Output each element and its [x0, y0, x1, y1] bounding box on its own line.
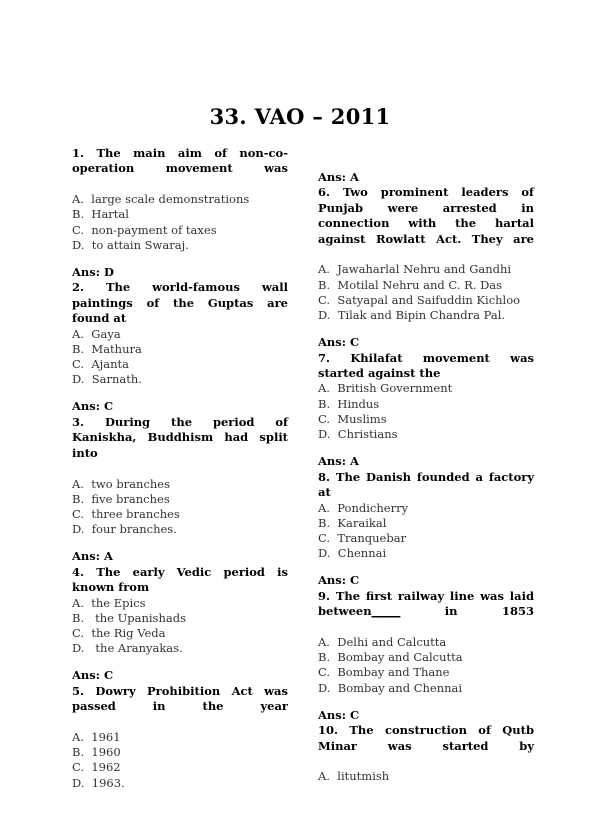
- option-text: Motilal Nehru and C. R. Das: [337, 277, 503, 292]
- question-number: 5.: [72, 683, 96, 698]
- option-text: Bombay and Calcutta: [337, 650, 463, 665]
- option-item[interactable]: [318, 516, 534, 531]
- option-label: B.: [318, 515, 338, 530]
- option-text: Chennai: [337, 546, 387, 561]
- option-label: D.: [72, 237, 92, 252]
- option-label: A.: [318, 634, 338, 649]
- question-text: [72, 565, 288, 596]
- option-label: D.: [318, 680, 338, 695]
- question-text-body: Two prominent leaders of Punjab were arrested in connection with the hartal against Rowlatt Act. They are: [318, 185, 534, 246]
- question-text-body: Dowry Prohibition Act was passed in the year: [72, 683, 288, 714]
- option-text: non-payment of taxes: [91, 222, 217, 237]
- option-text: three branches: [91, 506, 180, 521]
- question-text-part: in 1853: [400, 604, 534, 619]
- option-item[interactable]: [318, 278, 534, 293]
- option-item[interactable]: [318, 531, 534, 546]
- option-item[interactable]: [318, 427, 534, 442]
- question-text-part: The first railway line was laid between: [318, 588, 534, 619]
- option-item[interactable]: [72, 745, 288, 760]
- option-list: [318, 501, 534, 562]
- option-text: Ajanta: [91, 357, 129, 372]
- question-number: 3.: [72, 414, 105, 429]
- question-text: [318, 723, 534, 769]
- option-label: B.: [72, 745, 92, 760]
- option-list: [318, 769, 534, 784]
- option-text: Karaikal: [337, 515, 387, 530]
- question-number: 8.: [318, 469, 336, 484]
- option-item[interactable]: [72, 596, 288, 611]
- answer-line: Ans: C: [318, 335, 360, 350]
- option-label: A.: [72, 476, 92, 491]
- option-text: Hindus: [337, 396, 380, 411]
- option-text: 1960: [91, 745, 121, 760]
- option-label: D.: [72, 372, 92, 387]
- option-text: four branches.: [91, 522, 177, 537]
- option-item[interactable]: [72, 238, 288, 253]
- option-label: D.: [72, 522, 92, 537]
- option-item[interactable]: [318, 412, 534, 427]
- option-text: two branches: [91, 476, 171, 491]
- option-item[interactable]: [318, 681, 534, 696]
- option-label: A.: [318, 769, 338, 784]
- option-text: Gaya: [91, 326, 121, 341]
- option-text: Pondicherry: [337, 500, 409, 515]
- question-text-body: The early Vedic period is known from: [72, 564, 288, 595]
- question-text-body: During the period of Kaniskha, Buddhism had split into: [72, 414, 288, 460]
- question-number: 1.: [72, 146, 97, 160]
- option-label: A.: [72, 192, 92, 207]
- option-text: five branches: [91, 491, 170, 506]
- option-list: [318, 262, 534, 323]
- question-text-body: The Danish founded a factory at: [318, 469, 534, 500]
- option-list: [318, 635, 534, 696]
- question-block: [72, 684, 288, 791]
- option-label: D.: [318, 427, 338, 442]
- option-label: B.: [72, 341, 92, 356]
- question-text: [72, 280, 288, 326]
- option-item[interactable]: [72, 372, 288, 387]
- block-spacer: [318, 323, 534, 335]
- option-item[interactable]: [72, 522, 288, 537]
- question-number: 6.: [318, 185, 343, 200]
- question-text-body: The construction of Qutb Minar was started by: [318, 723, 534, 753]
- option-text: to attain Swaraj.: [91, 237, 189, 252]
- option-label: C.: [72, 357, 92, 372]
- option-item[interactable]: [72, 342, 288, 357]
- option-label: B.: [72, 610, 92, 625]
- option-label: C.: [72, 506, 92, 521]
- option-text: Bombay and Thane: [337, 665, 450, 680]
- option-label: B.: [318, 277, 338, 292]
- option-item[interactable]: [72, 641, 288, 656]
- option-label: B.: [318, 396, 338, 411]
- option-text: litutmish: [337, 769, 390, 784]
- answer-line: Ans: C: [72, 668, 114, 683]
- option-item[interactable]: [72, 507, 288, 522]
- option-item[interactable]: [72, 327, 288, 342]
- question-number: 9.: [318, 588, 336, 603]
- option-item[interactable]: [318, 650, 534, 665]
- option-item[interactable]: [72, 776, 288, 791]
- block-spacer: [72, 387, 288, 399]
- option-text: 1962: [91, 760, 121, 775]
- question-text: [318, 185, 534, 262]
- block-spacer: [72, 537, 288, 549]
- option-label: D.: [72, 775, 92, 790]
- question-block: [318, 170, 534, 351]
- option-item[interactable]: [318, 635, 534, 650]
- question-text: [318, 589, 534, 635]
- option-item[interactable]: [72, 611, 288, 626]
- option-text: 1963.: [91, 775, 125, 790]
- option-label: D.: [72, 641, 92, 656]
- question-number: 4.: [72, 564, 97, 579]
- option-text: Jawaharlal Nehru and Gandhi: [337, 262, 512, 277]
- option-item[interactable]: [72, 223, 288, 238]
- option-list: [72, 730, 288, 791]
- answer-line: Ans: C: [72, 399, 114, 414]
- block-spacer: [318, 696, 534, 708]
- option-text: the Rig Veda: [91, 625, 166, 640]
- option-text: British Government: [337, 381, 453, 396]
- option-item[interactable]: [72, 492, 288, 507]
- left-column: [72, 146, 288, 791]
- question-text-body: The world-famous wall paintings of the Guptas are found at: [72, 280, 288, 326]
- option-label: C.: [72, 760, 92, 775]
- question-number: 2.: [72, 280, 106, 295]
- option-text: Hartal: [91, 207, 129, 222]
- fill-in-blank: _____: [371, 604, 401, 619]
- page-title: 33. VAO – 2011: [209, 104, 391, 129]
- question-text-body: The main aim of non-co-operation movement was: [72, 146, 288, 176]
- option-item[interactable]: [318, 293, 534, 308]
- option-text: 1961: [91, 729, 121, 744]
- option-text: Mathura: [91, 341, 142, 356]
- option-label: C.: [72, 222, 92, 237]
- question-block: [318, 723, 534, 784]
- option-list: [72, 596, 288, 657]
- option-item[interactable]: [318, 769, 534, 784]
- block-spacer: [72, 253, 288, 265]
- option-label: A.: [318, 381, 338, 396]
- question-number: 7.: [318, 350, 351, 365]
- question-text: [72, 415, 288, 477]
- option-text: large scale demonstrations: [91, 192, 250, 207]
- option-item[interactable]: [72, 192, 288, 207]
- question-text: [72, 684, 288, 730]
- option-label: D.: [318, 308, 338, 323]
- question-block: [72, 146, 288, 280]
- option-text: Delhi and Calcutta: [337, 634, 447, 649]
- option-text: Satyapal and Saifuddin Kichloo: [337, 292, 521, 307]
- option-text: Tranquebar: [337, 530, 407, 545]
- option-label: A.: [72, 595, 92, 610]
- option-item[interactable]: [318, 262, 534, 277]
- question-text-body: Khilafat movement was started against the: [318, 350, 534, 381]
- question-text: [318, 470, 534, 501]
- option-label: D.: [318, 546, 338, 561]
- option-item[interactable]: [72, 477, 288, 492]
- question-number: 10.: [318, 723, 350, 738]
- option-text: Sarnath.: [91, 372, 142, 387]
- answer-line: Ans: A: [318, 454, 359, 469]
- right-column: [318, 170, 534, 785]
- block-spacer: [318, 561, 534, 573]
- question-block: [72, 415, 288, 565]
- block-spacer: [72, 656, 288, 668]
- option-item[interactable]: [72, 760, 288, 775]
- question-block: [72, 280, 288, 414]
- answer-line: Ans: D: [72, 265, 114, 280]
- question-text: [72, 146, 288, 192]
- option-label: C.: [318, 411, 338, 426]
- option-text: Tilak and Bipin Chandra Pal.: [337, 308, 506, 323]
- option-item[interactable]: [72, 357, 288, 372]
- option-text: the Upanishads: [91, 610, 186, 625]
- question-block: [318, 470, 534, 589]
- question-block: [72, 565, 288, 684]
- answer-line: Ans: A: [72, 549, 113, 564]
- option-item[interactable]: [318, 501, 534, 516]
- option-item[interactable]: [72, 207, 288, 222]
- option-text: Muslims: [337, 411, 387, 426]
- option-item[interactable]: [318, 665, 534, 680]
- option-label: A.: [72, 326, 92, 341]
- option-text: the Aranyakas.: [91, 641, 183, 656]
- option-label: B.: [72, 207, 92, 222]
- option-item[interactable]: [318, 308, 534, 323]
- option-text: the Epics: [91, 595, 146, 610]
- option-label: B.: [72, 491, 92, 506]
- option-label: C.: [318, 292, 338, 307]
- answer-line: Ans: C: [318, 707, 360, 722]
- option-label: A.: [72, 729, 92, 744]
- option-item[interactable]: [72, 730, 288, 745]
- option-item[interactable]: [318, 546, 534, 561]
- option-item[interactable]: [318, 381, 534, 396]
- option-list: [72, 192, 288, 253]
- option-item[interactable]: [318, 397, 534, 412]
- question-text: [318, 351, 534, 382]
- option-label: A.: [318, 500, 338, 515]
- option-label: A.: [318, 262, 338, 277]
- option-label: B.: [318, 650, 338, 665]
- option-label: C.: [318, 530, 338, 545]
- option-text: Christians: [337, 427, 398, 442]
- option-list: [72, 477, 288, 538]
- option-label: C.: [318, 665, 338, 680]
- question-block: [318, 351, 534, 470]
- option-list: [318, 381, 534, 442]
- answer-line: Ans: C: [318, 573, 360, 588]
- answer-line: Ans: A: [318, 170, 359, 184]
- option-label: C.: [72, 625, 92, 640]
- option-item[interactable]: [72, 626, 288, 641]
- block-spacer: [318, 442, 534, 454]
- option-text: Bombay and Chennai: [337, 680, 463, 695]
- option-list: [72, 327, 288, 388]
- question-block: [318, 589, 534, 723]
